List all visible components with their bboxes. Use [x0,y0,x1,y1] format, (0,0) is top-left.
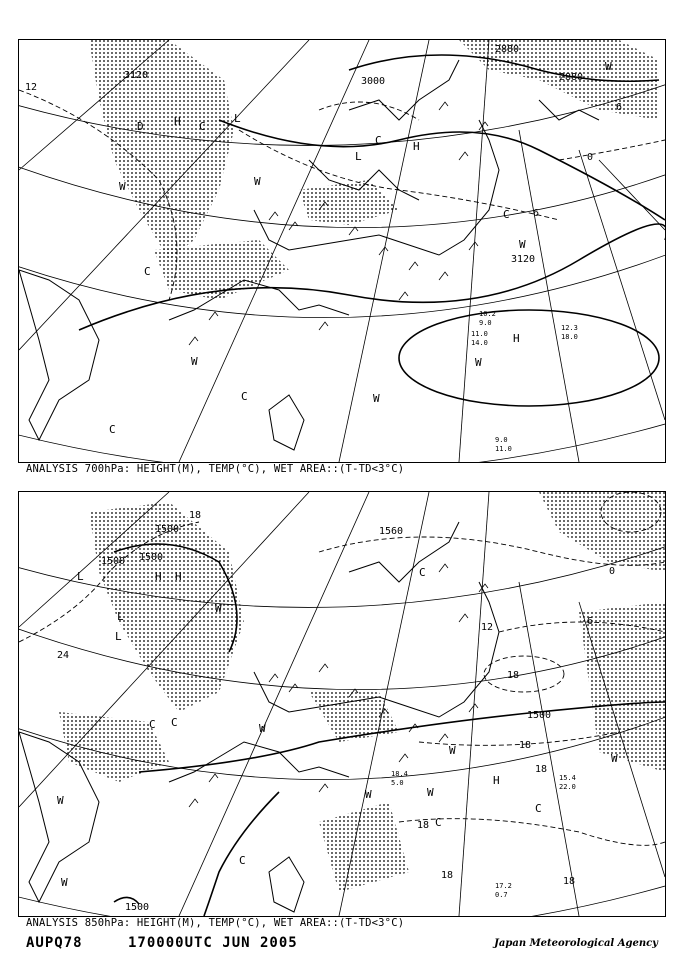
temp-label: 12 [481,622,494,633]
station-value: 17.2 [495,882,512,890]
system-letter: W [259,722,266,735]
system-letter: W [611,752,618,765]
station-value: 18.4 [391,770,408,778]
map-700hpa-canvas [19,40,665,462]
station-values [471,310,578,453]
station-value: 9.0 [479,319,492,327]
system-letter: W [191,355,198,368]
system-letter: W [373,392,380,405]
temp-label: 12 [25,82,38,93]
system-letter: W [475,356,482,369]
system-letter: W [605,60,612,73]
station-value: 22.0 [559,783,576,791]
temp-label: 18 [519,740,532,751]
system-letter: C [199,120,206,133]
station-value: 0.7 [495,891,508,899]
height-label: 2880 [559,72,584,83]
map-850hpa [18,491,666,917]
height-label: 1500 [125,902,150,913]
caption-700hpa: ANALYSIS 700hPa: HEIGHT(M), TEMP(°C), WET AREA::(T-TD<3°C) [26,463,405,475]
station-value: 15.4 [559,774,576,782]
temp-label: 18 [441,870,454,881]
temp-label: 0 [587,152,594,163]
system-letter: C [149,718,156,731]
system-letter: C [109,423,116,436]
system-letter: W [449,744,456,757]
height-label: 1500 [527,710,552,721]
system-letter: C [171,716,178,729]
height-label: 3120 [124,70,149,81]
system-letter: W [57,794,64,807]
temp-label: 18 [189,510,202,521]
system-letter: W [427,786,434,799]
system-letter: W [119,180,126,193]
temp-label: 18 [535,764,548,775]
station-values [391,770,576,899]
system-letter: L [234,112,241,125]
system-letter: W [519,238,526,251]
system-letter: W [215,602,222,615]
temp-label: 6 [587,616,594,627]
station-value: 18.0 [561,333,578,341]
height-label: 1500 [139,552,164,563]
height-label: 2880 [495,44,520,55]
height-label: 1560 [379,526,404,537]
system-letter: H [174,115,181,128]
station-value: 14.0 [471,339,488,347]
temp-label: 18 [507,670,520,681]
map-850hpa-canvas [19,492,665,916]
temp-label: 0 [609,566,616,577]
map-700hpa [18,39,666,463]
system-letter: D [137,120,144,133]
height-label: 1500 [155,524,180,535]
station-value: 5.0 [391,779,404,787]
system-letter: C [239,854,246,867]
station-value: 10.2 [479,310,496,318]
temp-label: 24 [57,650,70,661]
chart-code: AUPQ78 [26,935,83,951]
system-letter: H [493,774,500,787]
system-letter: W [254,175,261,188]
caption-850hpa: ANALYSIS 850hPa: HEIGHT(M), TEMP(°C), WET AREA::(T-TD<3°C) [26,917,405,929]
system-letter: C [419,566,426,579]
system-letter: L [77,570,84,583]
station-value: 11.0 [495,445,512,453]
system-letter: C [241,390,248,403]
station-value: 9.0 [495,436,508,444]
height-label: 3120 [511,254,536,265]
system-letter: H [413,140,420,153]
temp-label: 6 [616,102,623,113]
system-letter: L [355,150,362,163]
agency-name: Japan Meteorological Agency [494,938,658,949]
system-letter: W [61,876,68,889]
system-letter: L [115,630,122,643]
system-letter: C [535,802,542,815]
system-letter: C [375,134,382,147]
system-letter: C [503,208,510,221]
station-value: 12.3 [561,324,578,332]
valid-time: 170000UTC JUN 2005 [128,935,298,951]
height-label: 1500 [101,556,126,567]
system-letter: H [175,570,182,583]
temp-label: 18 [417,820,430,831]
system-letter: L [117,610,124,623]
height-label: 3000 [361,76,386,87]
system-letter: C [144,265,151,278]
temp-label: 18 [563,876,576,887]
station-value: 11.0 [471,330,488,338]
system-letter: H [155,570,162,583]
system-letter: C [435,816,442,829]
system-letter: H [513,332,520,345]
system-letter: W [365,788,372,801]
temp-label: 6 [533,208,540,219]
